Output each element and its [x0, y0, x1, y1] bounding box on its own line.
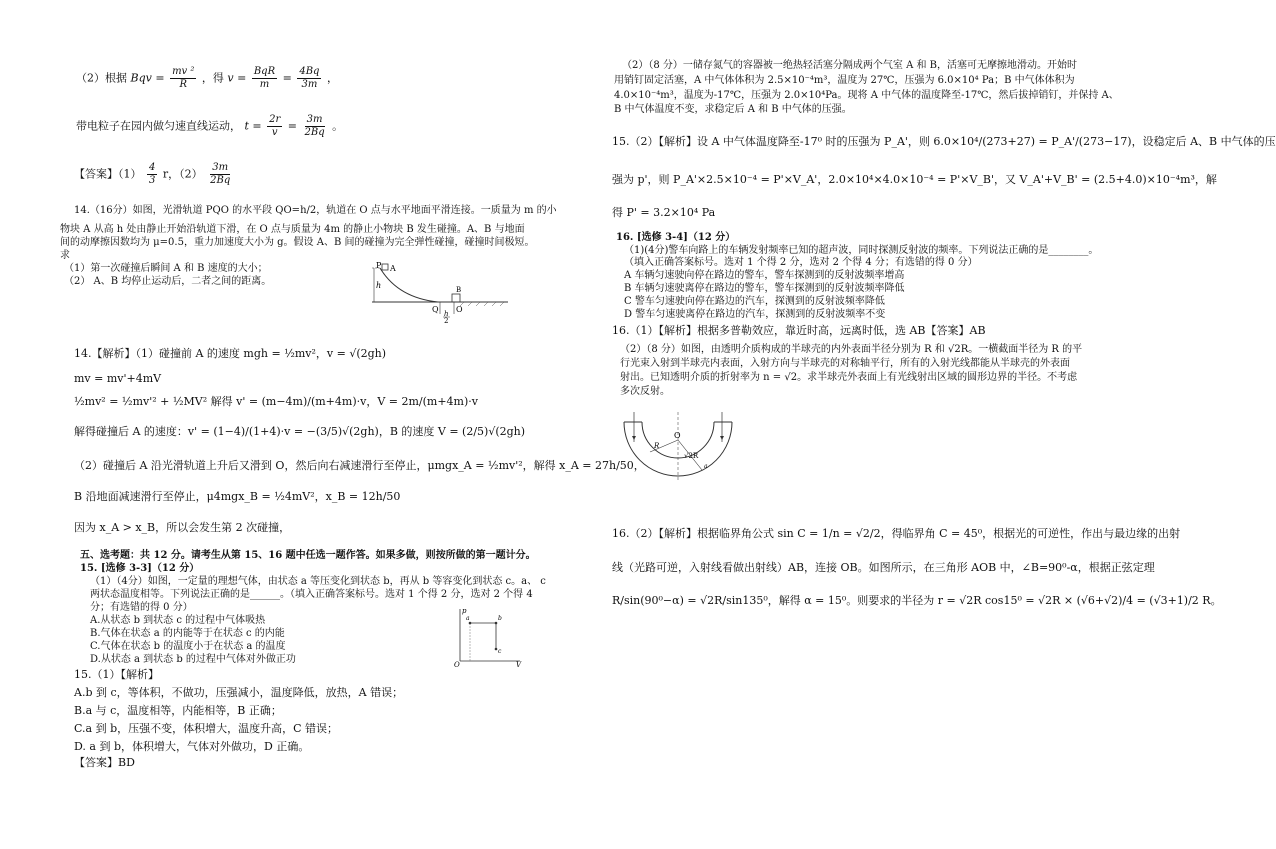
question-15b-line: B 中气体温度不变，求稳定后 A 和 B 中气体的压强。 [614, 104, 852, 115]
svg-text:Q: Q [432, 305, 439, 314]
fraction [252, 66, 277, 91]
svg-text:O: O [456, 305, 463, 314]
numerator: mv ² [172, 66, 195, 77]
solution-14-line: B 沿地面减速滑行至停止，μ4mgx_B = ½4mV²，x_B = 12h/50 [74, 490, 401, 503]
svg-text:O: O [674, 431, 681, 440]
svg-text:2: 2 [444, 317, 449, 325]
question-15-line: 分；有选错的得 0 分） [90, 602, 193, 613]
numerator: 4Bq [299, 66, 320, 77]
answer-line [74, 162, 234, 187]
fraction [297, 66, 321, 91]
svg-text:c: c [498, 648, 502, 655]
pv-diagram [452, 605, 524, 667]
solution-15-line: B.a 与 c，温度相等，内能相等，B 正确； [74, 704, 282, 717]
denominator: v [271, 127, 278, 138]
text: 【答案】（1） [74, 167, 142, 181]
solution-15-line: D. a 到 b，体积增大，气体对外做功，D 正确。 [74, 740, 310, 753]
text: 。 [332, 119, 344, 133]
fraction [303, 114, 327, 139]
option-d: D.从状态 a 到状态 b 的过程中气体对外做正功 [90, 654, 296, 665]
question-16b-line: （2）（8 分）如图，由透明介质构成的半球壳的内外表面半径分别为 R 和 √2R。一横截面半径为 R 的平 [620, 344, 1083, 355]
fraction [208, 162, 232, 187]
question-16b-line: 射出。已知透明介质的折射率为 n = √2。求半球壳外表面上有光线射出区域的圆形边界的半径。不考虑 [620, 372, 1078, 383]
question-16b-line: 多次反射。 [620, 386, 670, 397]
question-16-line: （填入正确答案标号。选对 1 个得 2 分，选对 2 个得 4 分；有选错的得 0 分） [624, 257, 978, 268]
question-14-line: 间的动摩擦因数均为 μ=0.5，重力加速度大小为 g。假设 A、B 间的碰撞为完全弹性碰撞，碰撞时间极短。 [60, 237, 535, 248]
svg-text:a: a [704, 463, 708, 470]
option-a: A 车辆匀速驶向停在路边的警车，警车探测到的反射波频率增高 [624, 270, 905, 281]
text: ，得 [201, 71, 224, 85]
option-d: D 警车匀速驶离停在路边的汽车，探测到的反射波频率不变 [624, 309, 886, 320]
question-15b-line: 用销钉固定活塞，A 中气体体积为 2.5×10⁻⁴m³，温度为 27℃，压强为 6.0×10⁴ Pa；B 中气体体积为 [614, 75, 1075, 86]
option-b: B.气体在状态 a 的内能等于在状态 c 的内能 [90, 628, 285, 639]
question-15b-line: 4.0×10⁻⁴m³，温度为-17℃，压强为 2.0×10⁴Pa。现将 A 中气体的温度降至-17℃，然后拔掉销钉，并保持 A、 [614, 90, 1119, 101]
equation: v = [227, 71, 247, 85]
solution-15b-line: 15.（2）【解析】设 A 中气体温度降至-17⁰ 时的压强为 P_A'，则 6.0×10⁴/(273+27) = P_A'/(273−17)，设稳定后 A、B 中气体的压 [612, 135, 1276, 148]
svg-text:p: p [462, 607, 467, 615]
svg-text:B: B [456, 286, 462, 294]
solution-15b-line: 强为 p'，则 P_A'×2.5×10⁻⁴ = P'×V_A'，2.0×10⁴×4.0×10⁻⁴ = P'×V_B'，又 V_A'+V_B' = (2.5+4.0)×10⁻⁴m³，解 [612, 173, 1217, 186]
text: 带电粒子在园内做匀速直线运动， [76, 119, 241, 133]
option-a: A.从状态 b 到状态 c 的过程中气体吸热 [90, 615, 266, 626]
text: r，（2） [162, 167, 203, 181]
solution-14-line: ½mv² = ½mv'² + ½MV² 解得 v' = (m−4m)/(m+4m)·v，V = 2m/(m+4m)·v [74, 395, 478, 408]
numerator: 3m [306, 114, 323, 125]
question-14-line: 物块 A 从高 h 处由静止开始沿轨道下滑，在 O 点与质量为 4m 的静止小物块 B 发生碰撞。A、B 与地面 [60, 224, 525, 235]
question-15-line: 两状态温度相等。下列说法正确的是______。（填入正确答案标号。选对 1 个得 2 分，选对 2 个得 4 [90, 589, 533, 600]
text: （2）根据 [76, 71, 127, 85]
denominator: 2Bq [210, 175, 231, 186]
solution-15-line: C.a 到 b，压强不变，体积增大，温度升高，C 错误； [74, 722, 339, 735]
numerator: 2r [269, 114, 281, 125]
solution-line-time [76, 114, 343, 139]
solution-14-line: mv = mv'+4mV [74, 372, 162, 385]
denominator: 2Bq [304, 127, 325, 138]
solution-16-line: 16.（1）【解析】根据多普勒效应，靠近时高，远离时低，选 AB【答案】AB [612, 324, 986, 337]
solution-line-bqv [76, 66, 338, 91]
svg-text:h: h [376, 281, 382, 290]
solution-16b-line: 16.（2）【解析】根据临界角公式 sin C = 1/n = √2/2，得临界角 C = 45⁰，根据光的可逆性，作出与最边缘的出射 [612, 527, 1181, 540]
equation: = [287, 119, 298, 133]
numerator: 4 [149, 162, 156, 173]
svg-text:V: V [516, 661, 522, 669]
numerator: 3m [212, 162, 229, 173]
denominator: m [259, 79, 270, 90]
text: ， [326, 71, 338, 85]
fraction [267, 114, 282, 139]
equation: Bqv = [130, 71, 165, 85]
svg-text:O: O [454, 661, 460, 669]
numerator: BqR [253, 66, 276, 77]
svg-text:A: A [390, 264, 396, 273]
denominator: 3 [149, 175, 156, 186]
svg-text:h: h [444, 310, 449, 318]
question-14-line: （1）第一次碰撞后瞬间 A 和 B 速度的大小； [64, 263, 268, 274]
question-16b-line: 行光束入射到半球壳内表面，入射方向与半球壳的对称轴平行，所有的入射光线都能从半球壳的外表面 [620, 358, 1070, 369]
hemisphere-shell-diagram [614, 412, 744, 504]
svg-text:a: a [466, 615, 470, 622]
equation: t = [244, 119, 262, 133]
question-14-line: 求 [60, 250, 70, 261]
denominator: R [179, 79, 187, 90]
option-c: C 警车匀速驶向停在路边的汽车，探测到的反射波频率降低 [624, 296, 885, 307]
svg-text:R: R [654, 442, 660, 450]
question-14-line: 14.（16分）如图，光滑轨道 PQO 的水平段 QO=h/2，轨道在 O 点与水平地面平滑连接。一质量为 m 的小 [74, 205, 557, 216]
section-heading: 五、选考题：共 12 分。请考生从第 15、16 题中任选一题作答。如果多做，则按所做的第一题计分。 [80, 550, 536, 561]
solution-15-heading: 15.（1）【解析】 [74, 668, 159, 681]
svg-text:b: b [498, 615, 502, 622]
fraction [170, 66, 196, 91]
solution-14-line: 解得碰撞后 A 的速度：v' = (1−4)/(1+4)·v = −(3/5)√(2gh)，B 的速度 V = (2/5)√(2gh) [74, 425, 526, 438]
question-15-line: （1）（4分）如图，一定量的理想气体，由状态 a 等压变化到状态 b，再从 b 等容变化到状态 c。a、 c [90, 576, 546, 587]
question-15-heading: 15. [选修 3-3]（12 分） [80, 563, 200, 574]
option-c: C.气体在状态 b 的温度小于在状态 a 的温度 [90, 641, 286, 652]
solution-16b-line: R/sin(90⁰−α) = √2R/sin135⁰，解得 α = 15⁰。则要求的半径为 r = √2R cos15⁰ = √2R × (√6+√2)/4 = (√3+1)/2 R。 [612, 594, 1222, 607]
fraction [147, 162, 157, 187]
denominator: 3m [301, 79, 318, 90]
svg-text:P: P [376, 261, 382, 270]
svg-text:√2R: √2R [684, 452, 699, 460]
question-16-heading: 16. [选修 3-4]（12 分） [616, 232, 736, 243]
option-b: B 车辆匀速驶离停在路边的警车，警车探测到的反射波频率降低 [624, 283, 905, 294]
question-14-line: （2） A、B 均停止运动后，二者之间的距离。 [64, 276, 272, 287]
question-15b-line: （2）（8 分）一储存氮气的容器被一绝热轻活塞分隔成两个气室 A 和 B，活塞可无摩擦地滑动。开始时 [622, 60, 1078, 71]
solution-14-line: （2）碰撞后 A 沿光滑轨道上升后又滑到 O，然后向右减速滑行至停止，μmgx_A = ½mv'²，解得 x_A = 27h/50， [74, 459, 645, 472]
solution-16b-line: 线（光路可逆，入射线看做出射线）AB，连接 OB。如图所示，在三角形 AOB 中，∠B=90⁰-α，根据正弦定理 [612, 561, 1155, 574]
track-diagram [368, 262, 513, 324]
equation: = [282, 71, 292, 85]
solution-15b-line: 得 P' = 3.2×10⁴ Pa [612, 206, 716, 219]
solution-15-line: A.b 到 c，等体积，不做功，压强减小，温度降低，放热，A 错误； [74, 686, 404, 699]
question-16-line: （1)(4分)警车向路上的车辆发射频率已知的超声波，同时探测反射波的频率。下列说法正确的是________。 [624, 245, 1099, 256]
answer-line: 【答案】BD [74, 756, 135, 769]
solution-14-line: 因为 x_A > x_B，所以会发生第 2 次碰撞， [74, 521, 291, 534]
solution-14-line: 14.【解析】（1）碰撞前 A 的速度 mgh = ½mv²，v = √(2gh) [74, 347, 387, 360]
